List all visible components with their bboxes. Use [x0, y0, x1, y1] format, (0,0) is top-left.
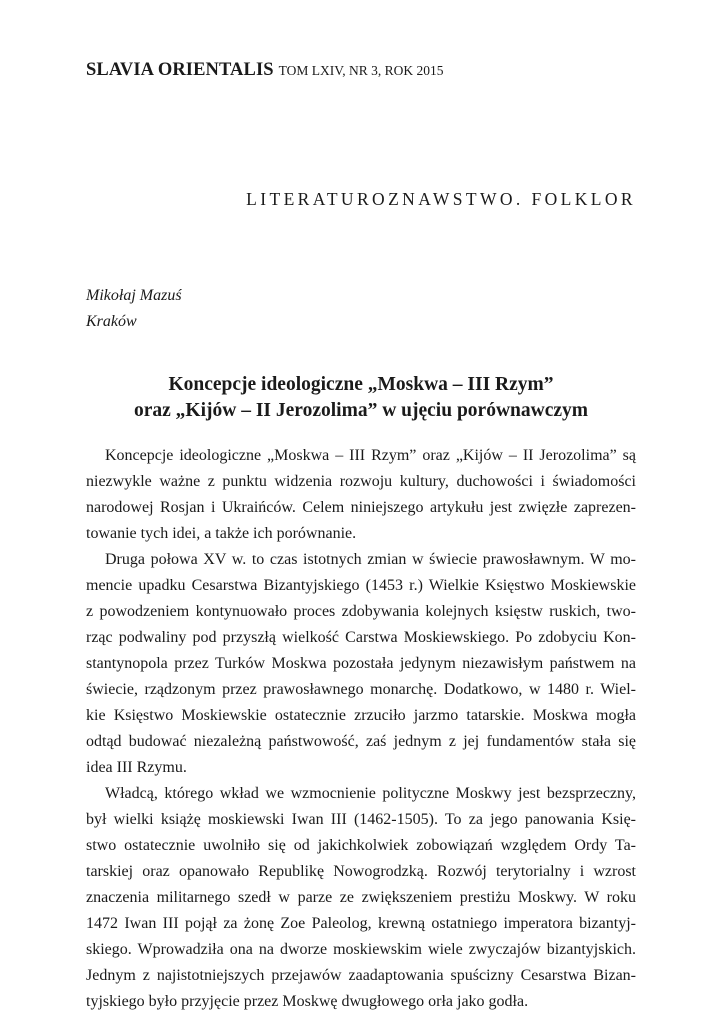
body-line: skiego. Wprowadziła ona na dworze moskiewskim wiele zwyczajów bizantyjskich. [86, 941, 636, 958]
body-line: kie Księstwo Moskiewskie ostatecznie zrzuciło jarzmo tatarskie. Moskwa mogła [86, 707, 636, 724]
body-line: odtąd budować niezależną państwowość, zaś jednym z jej fundamentów stała się [86, 733, 636, 750]
article-title-line: oraz „Kijów – II Jerozolima” w ujęciu porównawczym [133, 400, 589, 421]
author-name: Mikołaj Mazuś [86, 287, 182, 304]
journal-issue: TOM LXIV, NR 3, ROK 2015 [278, 63, 444, 78]
body-line: Władcą, którego wkład we wzmocnienie polityczne Moskwy jest bezsprzeczny, [105, 785, 636, 802]
body-line: z powodzeniem kontynuowało proces zdobywania kolejnych księstw ruskich, two- [86, 603, 636, 620]
body-line: świecie, rządzonym przez prawosławnego monarchę. Dodatkowo, w 1480 r. Wiel- [86, 681, 636, 698]
section-heading: LITERATUROZNAWSTWO. FOLKLOR [246, 189, 636, 209]
body-line: był wielki książę moskiewski Iwan III (1462-1505). To za jego panowania Księ- [86, 811, 636, 828]
body-line: Koncepcje ideologiczne „Moskwa – III Rzym” oraz „Kijów – II Jerozolima” są [105, 447, 636, 464]
body-line: tyjskiego było przyjęcie przez Moskwę dwugłowego orła jako godła. [86, 993, 529, 1010]
body-line: idea III Rzymu. [86, 759, 187, 776]
body-line: 1472 Iwan III pojął za żonę Zoe Paleolog, krewną ostatniego imperatora bizantyj- [86, 915, 636, 932]
body-line: stantynopola przez Turków Moskwa pozostała jedynym niezawisłym państwem na [86, 655, 636, 672]
author-city: Kraków [86, 313, 137, 330]
body-line: niezwykle ważne z punktu widzenia rozwoju kultury, duchowości i świadomości [86, 473, 636, 490]
body-line: rząc podwaliny pod przyszłą wielkość Carstwa Moskiewskiego. Po zdobyciu Kon- [86, 629, 636, 646]
journal-title: SLAVIA ORIENTALIS [86, 60, 274, 80]
body-line: towanie tych idei, a także ich porównanie. [86, 525, 357, 542]
article-title-line: Koncepcje ideologiczne „Moskwa – III Rzym” [168, 374, 554, 395]
body-line: narodowej Rosjan i Ukraińców. Celem niniejszego artykułu jest zwięzłe zaprezen- [86, 499, 636, 516]
journal-header [86, 60, 444, 81]
body-line: stwo ostatecznie uwolniło się od jakichkolwiek zobowiązań względem Ordy Ta- [86, 837, 636, 854]
body-line: Jednym z najistotniejszych przejawów zaadaptowania spuścizny Cesarstwa Bizan- [86, 967, 636, 984]
body-line: tarskiej oraz opanowało Republikę Nowogrodzką. Rozwój terytorialny i wzrost [86, 863, 636, 880]
body-line: Druga połowa XV w. to czas istotnych zmian w świecie prawosławnym. W mo- [105, 551, 636, 568]
body-line: mencie upadku Cesarstwa Bizantyjskiego (1453 r.) Wielkie Księstwo Moskiewskie [86, 577, 636, 594]
body-line: znaczenia militarnego szedł w parze ze zwiększeniem prestiżu Moskwy. W roku [86, 889, 636, 906]
